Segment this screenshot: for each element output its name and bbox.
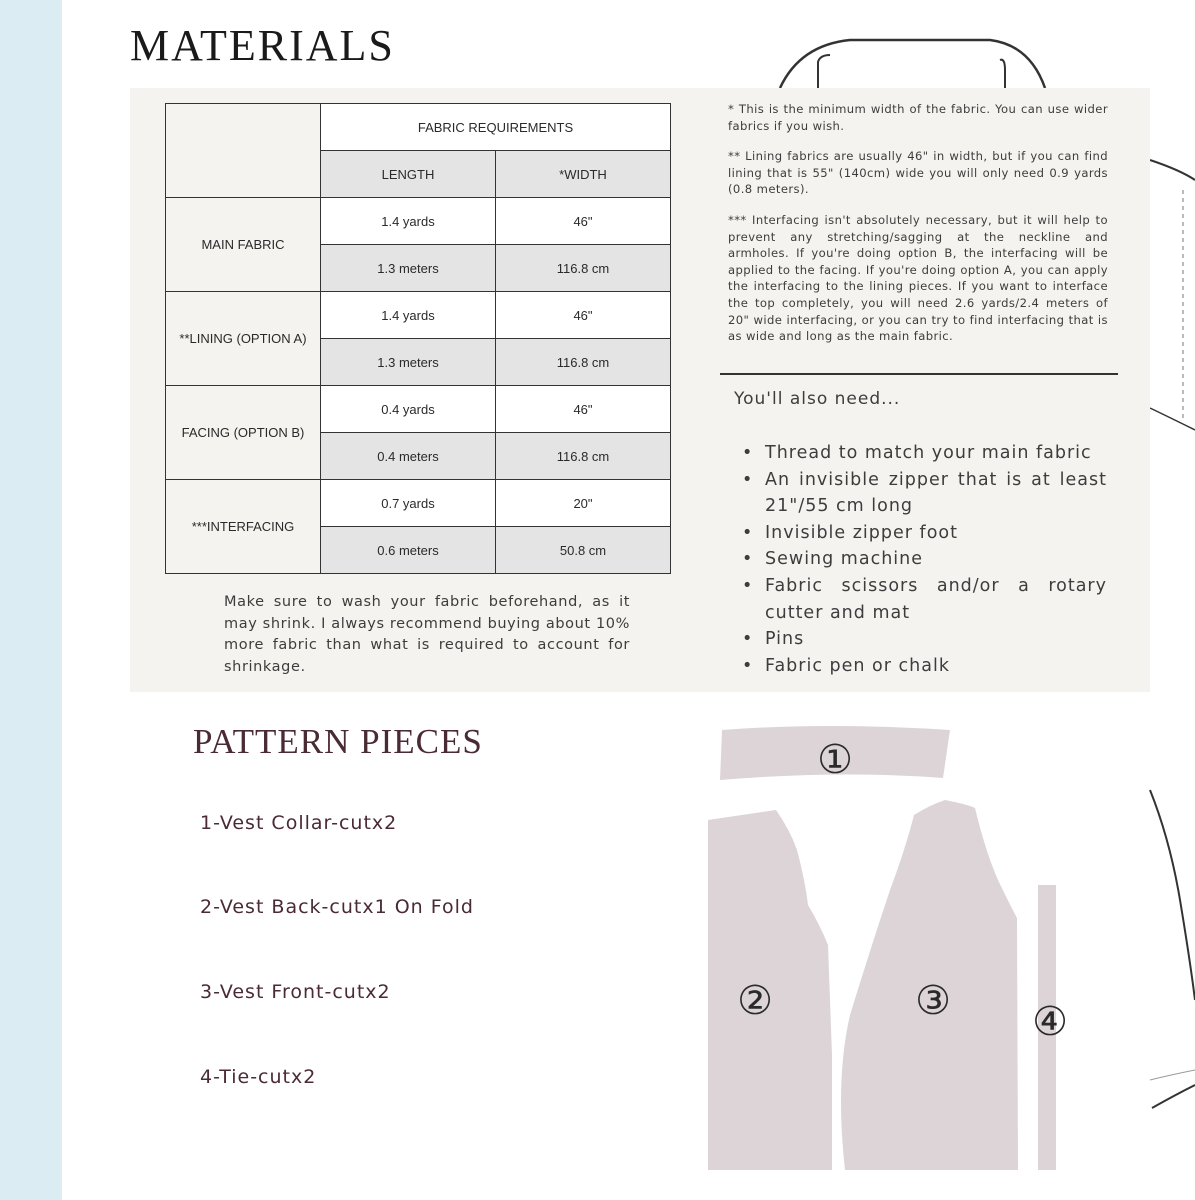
cell-width: 20" <box>496 480 671 527</box>
list-item: • An invisible zipper that is at least 21"/55 cm long <box>742 467 1107 520</box>
list-item: • Sewing machine <box>742 546 1107 573</box>
tie-piece <box>1032 885 1068 1170</box>
cell-width: 50.8 cm <box>496 527 671 574</box>
cell-length: 0.4 yards <box>321 386 496 433</box>
row-label: MAIN FABRIC <box>166 198 321 292</box>
cell-width: 46" <box>496 198 671 245</box>
column-header-length: LENGTH <box>321 151 496 198</box>
footnote-interfacing: *** Interfacing isn't absolutely necessary, but it will help to prevent any stretching/sagging at the neckline and armholes. If you're doing option B, the interfacing will be applied to the facing. If you're doing option A, you can apply the interfacing to the lining pieces. If you want to interface the top completely, you will need 2.6 yards/2.4 meters of 20" wide interfacing, or you can try to find interfacing that is as wide and long as the main fabric. <box>728 212 1108 344</box>
pattern-pieces-heading: PATTERN PIECES <box>193 722 483 761</box>
cell-length: 1.4 yards <box>321 198 496 245</box>
cell-width: 46" <box>496 386 671 433</box>
cell-width: 116.8 cm <box>496 245 671 292</box>
list-item: • Invisible zipper foot <box>742 520 1107 547</box>
front-piece <box>841 800 1018 1170</box>
cell-width: 116.8 cm <box>496 433 671 480</box>
piece-number-4: ④ <box>1032 999 1068 1045</box>
piece-number-1: ① <box>817 737 853 783</box>
pattern-piece-item: 2-Vest Back-cutx1 On Fold <box>200 896 474 918</box>
collar-piece <box>720 726 950 783</box>
pattern-piece-item: 1-Vest Collar-cutx2 <box>200 812 398 834</box>
row-label: **LINING (OPTION A) <box>166 292 321 386</box>
cell-length: 0.6 meters <box>321 527 496 574</box>
materials-heading: MATERIALS <box>130 21 395 70</box>
list-item: • Pins <box>742 626 1107 653</box>
list-item: • Thread to match your main fabric <box>742 440 1107 467</box>
pattern-piece-item: 3-Vest Front-cutx2 <box>200 981 391 1003</box>
row-label: FACING (OPTION B) <box>166 386 321 480</box>
cell-length: 1.3 meters <box>321 245 496 292</box>
column-header-width: *WIDTH <box>496 151 671 198</box>
table-header: FABRIC REQUIREMENTS <box>321 104 671 151</box>
list-item: • Fabric pen or chalk <box>742 653 1107 680</box>
cell-length: 1.4 yards <box>321 292 496 339</box>
row-label: ***INTERFACING <box>166 480 321 574</box>
cell-length: 0.7 yards <box>321 480 496 527</box>
footnote-width: * This is the minimum width of the fabric. You can use wider fabrics if you wish. <box>728 102 1108 133</box>
wash-fabric-note: Make sure to wash your fabric beforehand, as it may shrink. I always recommend buying about 10% more fabric than what is required to account for shrinkage. <box>224 594 630 675</box>
piece-number-3: ③ <box>915 978 951 1024</box>
list-item: • Fabric scissors and/or a rotary cutter and mat <box>742 573 1107 626</box>
cell-width: 46" <box>496 292 671 339</box>
pattern-piece-item: 4-Tie-cutx2 <box>200 1066 317 1088</box>
cell-length: 1.3 meters <box>321 339 496 386</box>
back-piece <box>708 810 832 1170</box>
footnote-lining: ** Lining fabrics are usually 46" in width, but if you can find lining that is 55" (140cm) wide you will only need 0.9 yards (0.8 meters). <box>728 149 1108 197</box>
also-need-heading: You'll also need... <box>734 389 901 409</box>
cell-length: 0.4 meters <box>321 433 496 480</box>
piece-number-2: ② <box>737 978 773 1024</box>
cell-width: 116.8 cm <box>496 339 671 386</box>
